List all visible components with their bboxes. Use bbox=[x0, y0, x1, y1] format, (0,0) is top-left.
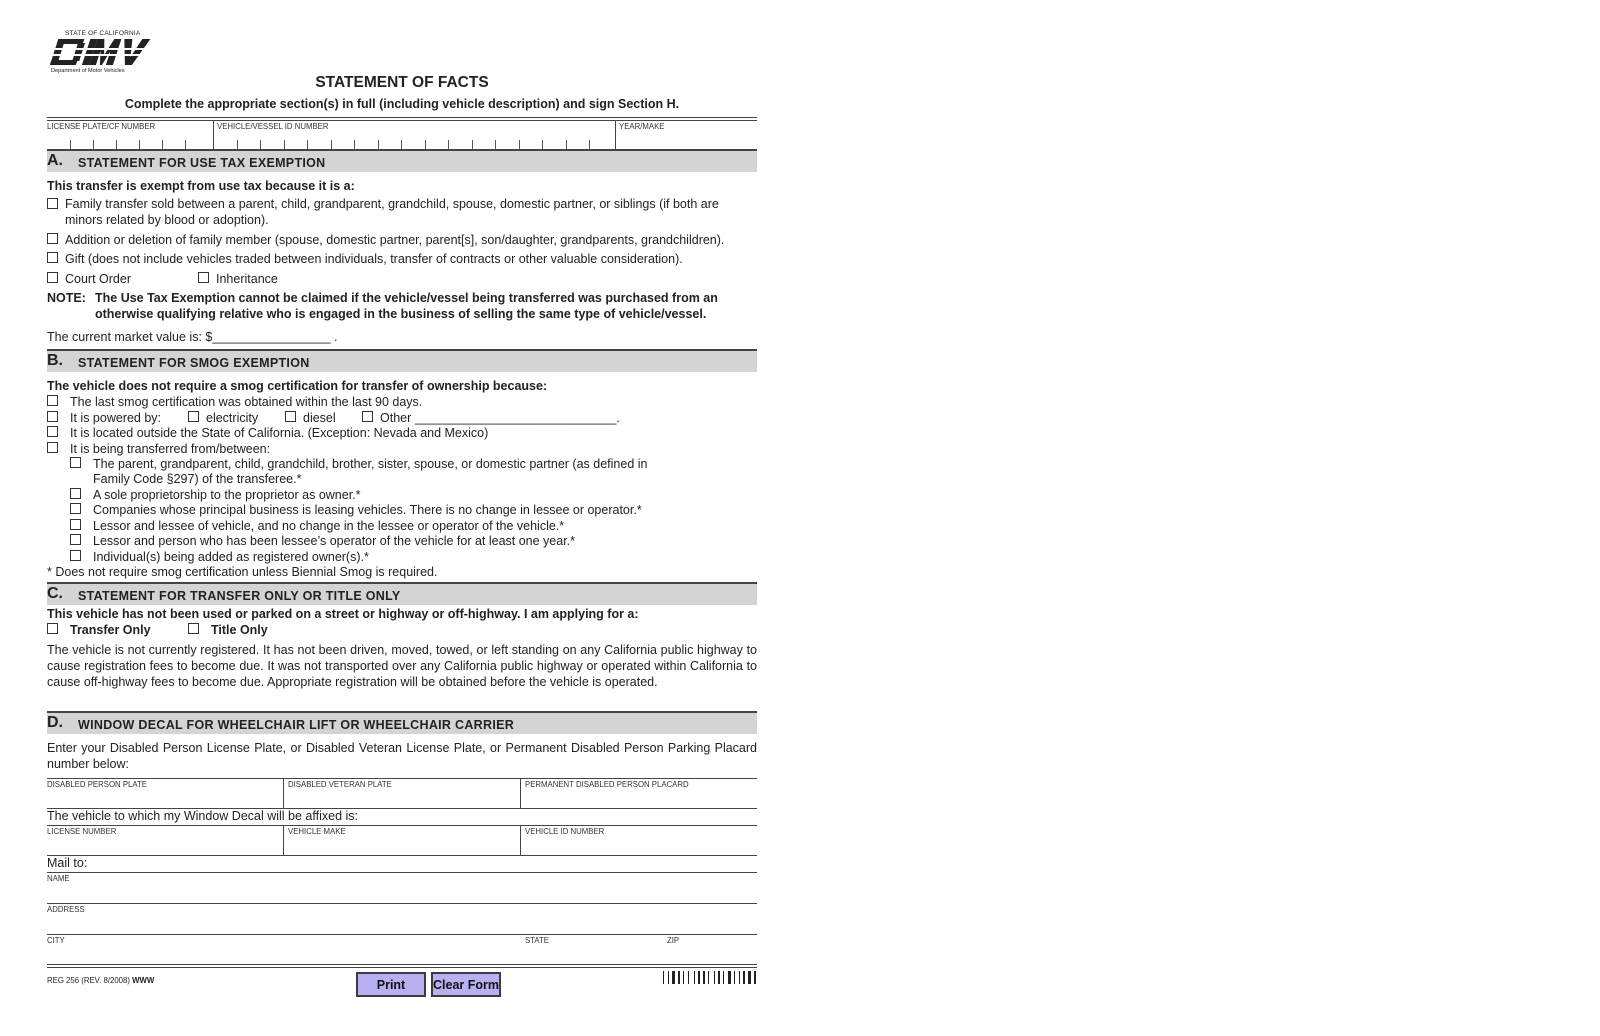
addition-deletion-checkbox[interactable] bbox=[47, 233, 58, 244]
form-subtitle: Complete the appropriate section(s) in full (including vehicle description) and sign Section H. bbox=[124, 97, 680, 111]
powered-by-checkbox[interactable] bbox=[47, 411, 58, 422]
disabled-veteran-plate-input[interactable] bbox=[288, 791, 516, 807]
license-number-label: LICENSE NUMBER bbox=[47, 827, 117, 836]
mail-name-input[interactable] bbox=[49, 885, 755, 901]
footer-divider bbox=[47, 964, 757, 968]
transferred-between-label: It is being transferred from/between: bbox=[70, 442, 271, 456]
mail-city-input[interactable] bbox=[49, 946, 519, 962]
section-d-header bbox=[47, 711, 757, 734]
court-order-label: Court Order bbox=[65, 272, 131, 286]
electricity-label: electricity bbox=[206, 411, 259, 425]
section-c-body: The vehicle is not currently registered. It has not been driven, moved, towed, or left standing on any California public highway to cause registration fees to become due. It was not transported over any California public highway or operated within California to cause off-highway fees to become due. Appropriate registration will be obtained before the vehicle is operated. bbox=[47, 643, 757, 689]
family-member-label-cont: Family Code §297) of the transferee.* bbox=[93, 472, 302, 486]
inheritance-checkbox[interactable] bbox=[198, 272, 209, 283]
addition-deletion-label: Addition or deletion of family member (spouse, domestic partner, parent[s], son/daughter, grandparents, grandchildren). bbox=[65, 233, 725, 247]
gift-label: Gift (does not include vehicles traded between individuals, transfer of contracts or other valuable consideration). bbox=[65, 252, 683, 266]
transferred-between-checkbox[interactable] bbox=[47, 442, 58, 453]
barcode-stripe bbox=[678, 971, 680, 984]
family-member-checkbox[interactable] bbox=[70, 457, 81, 468]
section-c-header bbox=[47, 582, 757, 605]
barcode-stripe bbox=[698, 971, 700, 984]
vehicle-make-input[interactable] bbox=[288, 838, 516, 854]
smog-90-days-checkbox[interactable] bbox=[47, 395, 58, 406]
logo-department-text: Department of Motor Vehicles bbox=[51, 68, 125, 74]
vehicle-id-number-label: VEHICLE ID NUMBER bbox=[525, 827, 605, 836]
market-value-input[interactable] bbox=[219, 328, 335, 343]
barcode-stripe bbox=[708, 971, 709, 984]
family-transfer-label-cont: minors related by blood or adoption). bbox=[65, 213, 269, 227]
disabled-person-plate-label: DISABLED PERSON PLATE bbox=[47, 780, 147, 789]
section-b-intro: The vehicle does not require a smog certification for transfer of ownership because: bbox=[47, 379, 548, 393]
section-d-intro: Enter your Disabled Person License Plate, or Disabled Veteran License Plate, or Permanent Disabled Person Parking Placard number below: bbox=[47, 741, 757, 771]
section-b-letter: B. bbox=[47, 352, 63, 369]
print-button[interactable]: Print bbox=[356, 972, 426, 997]
smog-footnote: * Does not require smog certification unless Biennial Smog is required. bbox=[47, 565, 438, 579]
disabled-veteran-plate-label: DISABLED VETERAN PLATE bbox=[288, 780, 392, 789]
license-plate-label: LICENSE PLATE/CF NUMBER bbox=[47, 122, 156, 131]
section-c-letter: C. bbox=[47, 585, 63, 602]
section-c-heading: STATEMENT FOR TRANSFER ONLY OR TITLE ONLY bbox=[78, 589, 401, 603]
window-decal-affixed-text: The vehicle to which my Window Decal will be affixed is: bbox=[47, 809, 359, 823]
state-label: STATE bbox=[525, 936, 549, 945]
zip-label: ZIP bbox=[667, 936, 680, 945]
divider bbox=[213, 120, 214, 150]
individuals-added-label: Individual(s) being added as registered owner(s).* bbox=[93, 550, 369, 564]
vin-input[interactable] bbox=[219, 134, 611, 149]
electricity-checkbox[interactable] bbox=[188, 411, 199, 422]
outside-california-checkbox[interactable] bbox=[47, 426, 58, 437]
section-a-heading: STATEMENT FOR USE TAX EXEMPTION bbox=[78, 156, 326, 170]
court-order-checkbox[interactable] bbox=[47, 272, 58, 283]
section-b-heading: STATEMENT FOR SMOG EXEMPTION bbox=[78, 356, 310, 370]
logo-state-text: STATE OF CALIFORNIA bbox=[65, 30, 141, 37]
section-d-letter: D. bbox=[47, 714, 63, 731]
divider bbox=[47, 903, 757, 904]
dmv-logo bbox=[47, 28, 157, 76]
title-only-checkbox[interactable] bbox=[188, 623, 199, 634]
transfer-only-checkbox[interactable] bbox=[47, 623, 58, 634]
lessor-lessee-checkbox[interactable] bbox=[70, 519, 81, 530]
section-a-letter: A. bbox=[47, 152, 63, 169]
vehicle-make-label: VEHICLE MAKE bbox=[288, 827, 346, 836]
divider bbox=[47, 872, 757, 873]
barcode-stripe bbox=[668, 971, 669, 984]
family-transfer-checkbox[interactable] bbox=[47, 198, 58, 209]
barcode-stripe bbox=[672, 971, 675, 984]
divider bbox=[47, 120, 757, 121]
mail-address-input[interactable] bbox=[49, 916, 755, 932]
lessor-lessee-label: Lessor and lessee of vehicle, and no change in the lessee or operator of the vehicle.* bbox=[93, 519, 565, 533]
note-text-cont: otherwise qualifying relative who is engaged in the business of selling the same type of vehicle/vessel. bbox=[95, 307, 707, 321]
disabled-person-plate-input[interactable] bbox=[49, 791, 279, 807]
form-title: STATEMENT OF FACTS bbox=[315, 74, 489, 91]
divider bbox=[47, 934, 757, 935]
sole-proprietorship-label: A sole proprietorship to the proprietor as owner.* bbox=[93, 488, 361, 502]
inheritance-label: Inheritance bbox=[216, 272, 278, 286]
lessee-operator-label: Lessor and person who has been lessee’s operator of the vehicle for at least one year.* bbox=[93, 534, 576, 548]
smog-90-days-label: The last smog certification was obtained within the last 90 days. bbox=[70, 395, 423, 409]
barcode-stripe bbox=[703, 971, 705, 984]
divider bbox=[47, 855, 757, 856]
mail-zip-input[interactable] bbox=[667, 946, 755, 962]
title-only-label: Title Only bbox=[211, 623, 268, 637]
section-b-header bbox=[47, 349, 757, 372]
gift-checkbox[interactable] bbox=[47, 252, 58, 263]
section-d-heading: WINDOW DECAL FOR WHEELCHAIR LIFT OR WHEELCHAIR CARRIER bbox=[78, 718, 515, 732]
year-make-label: YEAR/MAKE bbox=[619, 122, 665, 131]
address-label: ADDRESS bbox=[47, 905, 85, 914]
barcode-stripe bbox=[718, 971, 720, 984]
license-number-input[interactable] bbox=[49, 838, 279, 854]
note-text: The Use Tax Exemption cannot be claimed if the vehicle/vessel being transferred was purchased from an bbox=[95, 291, 718, 305]
city-label: CITY bbox=[47, 936, 65, 945]
divider bbox=[47, 778, 757, 779]
year-make-input[interactable] bbox=[621, 134, 755, 149]
mail-state-input[interactable] bbox=[525, 946, 661, 962]
other-fuel-checkbox[interactable] bbox=[362, 411, 373, 422]
form-id-suffix: WWW bbox=[132, 976, 155, 985]
divider bbox=[47, 825, 757, 826]
leasing-companies-checkbox[interactable] bbox=[70, 503, 81, 514]
lessee-operator-checkbox[interactable] bbox=[70, 534, 81, 545]
form-id-number: REG 256 (REV. 8/2008) bbox=[47, 976, 130, 985]
barcode-icon bbox=[663, 971, 757, 984]
divider bbox=[283, 825, 284, 856]
divider bbox=[47, 117, 757, 118]
barcode-stripe bbox=[714, 971, 715, 984]
section-a-intro: This transfer is exempt from use tax because it is a: bbox=[47, 179, 355, 193]
vehicle-id-number-input[interactable] bbox=[525, 838, 755, 854]
family-transfer-label: Family transfer sold between a parent, child, grandparent, grandchild, spouse, domestic partner, or siblings (if both are bbox=[65, 197, 719, 211]
section-a-header bbox=[47, 149, 757, 172]
name-label: NAME bbox=[47, 874, 70, 883]
divider bbox=[520, 778, 521, 809]
barcode-stripe bbox=[743, 971, 745, 984]
powered-by-label: It is powered by: bbox=[70, 411, 162, 425]
other-fuel-label: Other _____________________________. bbox=[380, 411, 620, 425]
barcode-stripe bbox=[728, 971, 731, 984]
sole-proprietorship-checkbox[interactable] bbox=[70, 488, 81, 499]
barcode-stripe bbox=[734, 971, 735, 984]
outside-california-label: It is located outside the State of California. (Exception: Nevada and Mexico) bbox=[70, 426, 489, 440]
divider bbox=[520, 825, 521, 856]
transfer-only-label: Transfer Only bbox=[70, 623, 151, 637]
diesel-label: diesel bbox=[303, 411, 336, 425]
barcode-stripe bbox=[739, 971, 740, 984]
barcode-stripe bbox=[683, 971, 684, 984]
barcode-stripe bbox=[694, 971, 695, 984]
diesel-checkbox[interactable] bbox=[285, 411, 296, 422]
market-value-text: The current market value is: $_________________ . bbox=[47, 330, 338, 344]
family-member-label: The parent, grandparent, child, grandchild, brother, sister, spouse, or domestic partner (as defined in bbox=[93, 457, 648, 471]
divider bbox=[615, 120, 616, 150]
leasing-companies-label: Companies whose principal business is leasing vehicles. There is no change in lessee or operator.* bbox=[93, 503, 642, 517]
barcode-stripe bbox=[723, 971, 724, 984]
barcode-stripe bbox=[748, 971, 751, 984]
vin-label: VEHICLE/VESSEL ID NUMBER bbox=[217, 122, 329, 131]
note-label: NOTE: bbox=[47, 291, 86, 305]
barcode-stripe bbox=[688, 971, 689, 984]
permanent-placard-label: PERMANENT DISABLED PERSON PLACARD bbox=[525, 780, 689, 789]
divider bbox=[283, 778, 284, 809]
mail-to-label: Mail to: bbox=[47, 856, 88, 870]
clear-form-button[interactable]: Clear Form bbox=[431, 972, 501, 997]
barcode-stripe bbox=[663, 971, 664, 984]
other-fuel-input[interactable] bbox=[419, 409, 609, 424]
dmv-wordmark-icon bbox=[49, 37, 155, 67]
permanent-placard-input[interactable] bbox=[525, 791, 755, 807]
barcode-stripe bbox=[754, 971, 756, 984]
form-id bbox=[47, 976, 154, 986]
individuals-added-checkbox[interactable] bbox=[70, 550, 81, 561]
section-c-intro: This vehicle has not been used or parked on a street or highway or off-highway. I am applying for a: bbox=[47, 607, 639, 621]
